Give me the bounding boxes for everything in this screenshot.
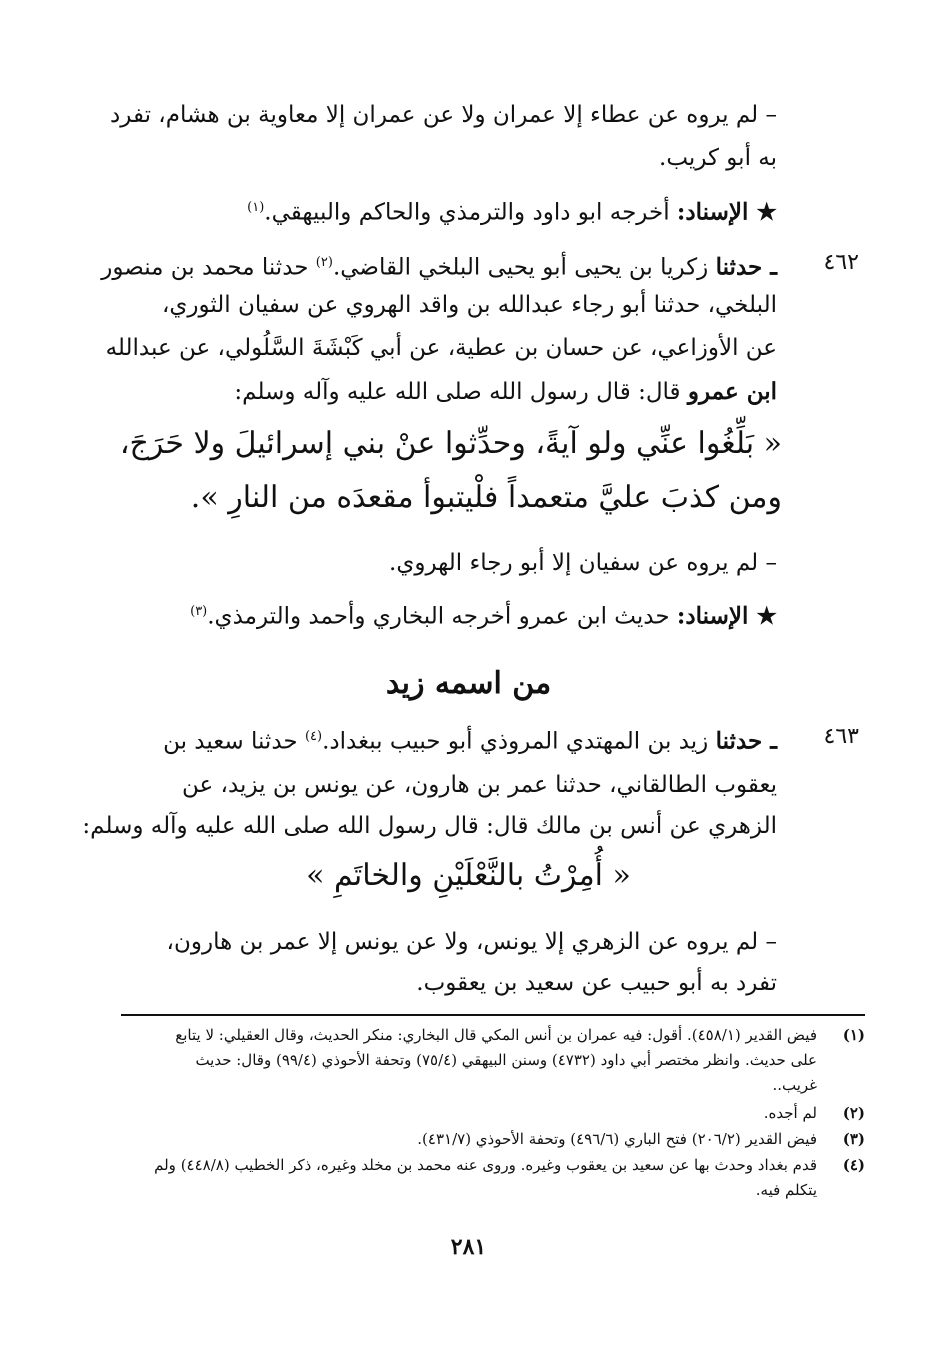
- footnote-number: (١): [842, 1026, 865, 1044]
- text-line: تفرد به أبو حبيب عن سعيد بن يعقوب.: [416, 970, 777, 996]
- footnote-ref: (٢): [315, 255, 333, 270]
- isnad-label: ★ الإسناد:: [676, 198, 777, 226]
- text-line: عن الأوزاعي، عن حسان بن عطية، عن أبي كَبْشَةَ السَّلُولي، عن عبدالله: [105, 335, 777, 361]
- text-line: الزهري عن أنس بن مالك قال: قال رسول الله صلى الله عليه وآله وسلم:: [82, 813, 777, 839]
- footnote-divider: [121, 1014, 865, 1016]
- footnote-ref: (١): [247, 200, 265, 215]
- footnote-text: غريب..: [772, 1076, 817, 1094]
- footnote-text: يتكلم فيه.: [755, 1181, 817, 1199]
- footnote-text: على حديث. وانظر مختصر أبي داود (٤٧٣٢) وسنن البيهقي (٧٥/٤) وتحفة الأحوذي (٩٩/٤) وقال: حديث: [195, 1051, 817, 1069]
- footnote-number: (٢): [842, 1104, 865, 1122]
- text-line: – لم يروه عن عطاء إلا عمران ولا عن عمران إلا معاوية بن هشام، تفرد: [110, 102, 777, 128]
- footnote-text: فيض القدير (٢٠٦/٢) فتح الباري (٤٩٦/٦) وتحفة الأحوذي (٤٣١/٧).: [417, 1130, 817, 1148]
- hadith-text: « بَلِّغُوا عنِّي ولو آيةً، وحدِّثوا عنْ بني إسرائيلَ ولا حَرَجَ،: [119, 426, 782, 461]
- footnote-number: (٤): [842, 1156, 865, 1174]
- text-line: ابن عمرو قال: قال رسول الله صلى الله عليه وآله وسلم:: [234, 378, 777, 405]
- isnad-label: ★ الإسناد:: [676, 602, 777, 630]
- text-line: – لم يروه عن الزهري إلا يونس، ولا عن يونس إلا عمر بن هارون،: [166, 929, 777, 955]
- text-line: البلخي، حدثنا أبو رجاء عبدالله بن واقد الهروي عن سفيان الثوري،: [161, 292, 777, 318]
- hadith-text: ومن كذبَ عليَّ متعمداً فلْيتبوأ مقعدَه من النارِ ».: [190, 480, 782, 515]
- footnote-number: (٣): [842, 1130, 865, 1148]
- text-line: به أبو كريب.: [659, 145, 777, 171]
- text-line: يعقوب الطالقاني، حدثنا عمر بن هارون، عن يونس بن يزيد، عن: [182, 772, 777, 798]
- footnote-ref: (٤): [304, 729, 323, 744]
- hadith-text: « أُمِرْتُ بالنَّعْلَيْنِ والخاتَمِ »: [306, 858, 631, 893]
- hadith-number: ٤٦٢: [823, 250, 859, 275]
- page-number: ٢٨١: [450, 1234, 487, 1260]
- section-heading: من اسمه زيد: [385, 666, 552, 701]
- hadith-number: ٤٦٣: [823, 724, 859, 749]
- text-line: ـ حدثنا زيد بن المهتدي المروذي أبو حبيب ببغداد.$^{(٤)}$ حدثنا سعيد بن: [163, 727, 777, 755]
- text-line: – لم يروه عن سفيان إلا أبو رجاء الهروي.: [389, 550, 777, 576]
- hadith-lead: ـ حدثنا: [715, 727, 777, 755]
- isnad-text: أخرجه ابو داود والترمذي والحاكم والبيهقي.: [264, 199, 670, 226]
- hadith-lead: ـ حدثنا: [715, 253, 777, 281]
- isnad-line: [190, 597, 777, 632]
- isnad-text: حديث ابن عمرو أخرجه البخاري وأحمد والترمذي.: [207, 603, 670, 630]
- text-line: ـ حدثنا زكريا بن يحيى أبو يحيى البلخي القاضي.$^{(٢)}$ حدثنا محمد بن منصور: [101, 253, 777, 281]
- footnote-text: فيض القدير (٤٥٨/١). أقول: فيه عمران بن أنس المكي قال البخاري: منكر الحديث، وقال العقيلي: لا يتابع: [175, 1026, 817, 1044]
- footnote-text: لم أجده.: [763, 1104, 817, 1122]
- isnad-line: [247, 193, 777, 228]
- footnote-ref: (٣): [190, 604, 208, 619]
- footnote-text: قدم بغداد وحدث بها عن سعيد بن يعقوب وغيره. وروى عنه محمد بن مخلد وغيره، ذكر الخطيب (٤٤٨/٨) ولم: [154, 1156, 817, 1174]
